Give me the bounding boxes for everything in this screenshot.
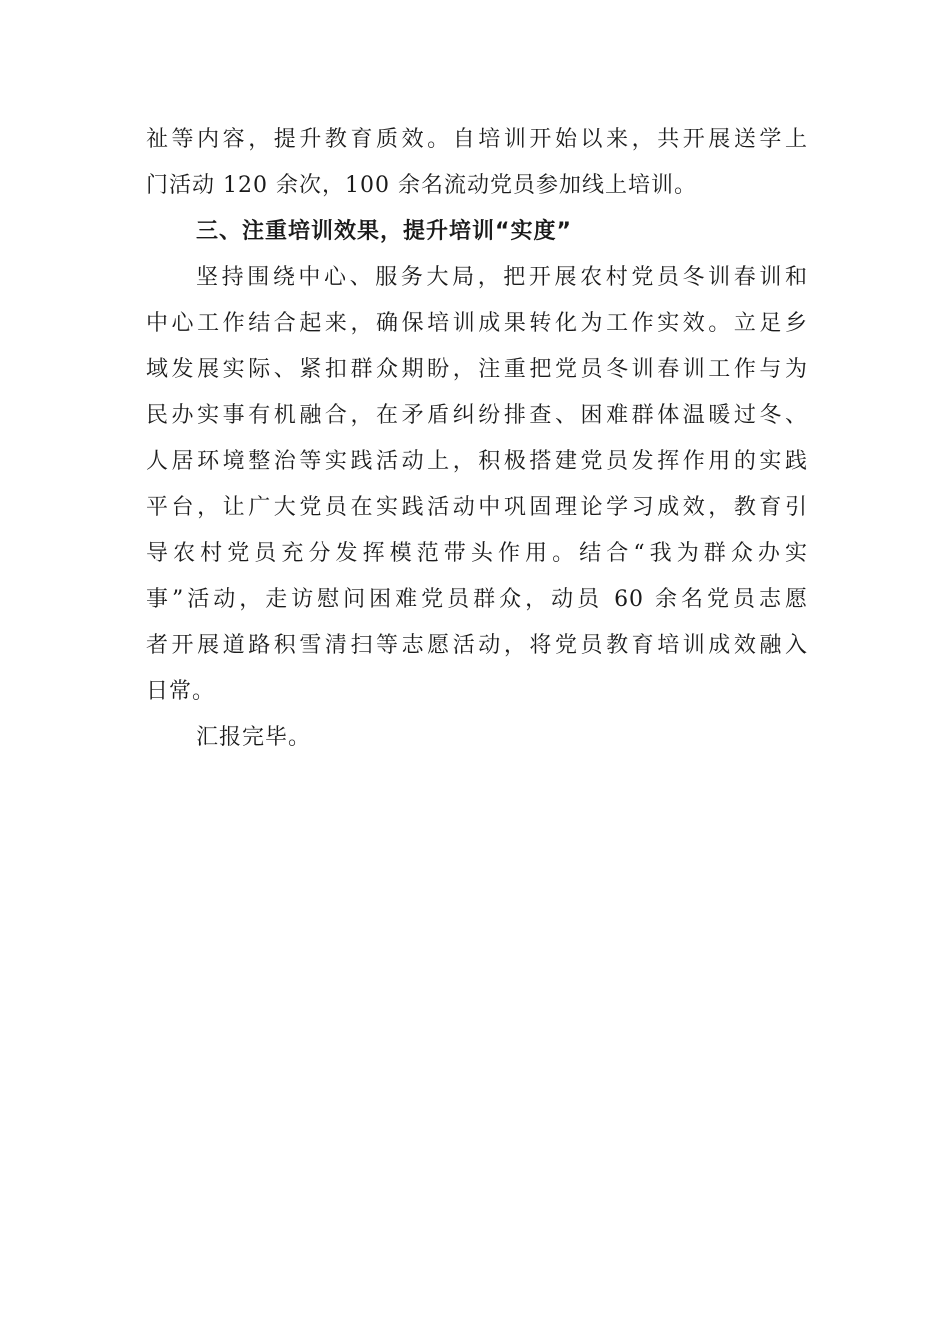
paragraph-line: 中心工作结合起来，确保培训成果转化为工作实效。立足乡 (146, 311, 808, 336)
paragraph-line: 祉等内容，提升教育质效。自培训开始以来，共开展送学上 (146, 127, 808, 152)
paragraph-line: 日常。 (146, 679, 216, 704)
document-body (146, 117, 808, 761)
paragraph-line: 者开展道路积雪清扫等志愿活动，将党员教育培训成效融入 (146, 633, 808, 658)
continued-paragraph (146, 117, 808, 209)
paragraph-line: 门活动 120 余次，100 余名流动党员参加线上培训。 (146, 173, 697, 198)
section-heading: 三、注重培训效果，提升培训“实度” (196, 219, 572, 244)
paragraph-line: 坚持围绕中心、服务大局，把开展农村党员冬训春训和 (196, 265, 808, 290)
main-paragraph (146, 255, 808, 715)
paragraph-line: 民办实事有机融合，在矛盾纠纷排查、困难群体温暖过冬、 (146, 403, 808, 428)
paragraph-line: 人居环境整治等实践活动上，积极搭建党员发挥作用的实践 (146, 449, 808, 474)
paragraph-line: 平台，让广大党员在实践活动中巩固理论学习成效，教育引 (146, 495, 808, 520)
paragraph-line: 导农村党员充分发挥模范带头作用。结合“我为群众办实 (146, 541, 808, 566)
closing-line: 汇报完毕。 (196, 725, 312, 750)
paragraph-line: 事”活动，走访慰问困难党员群众，动员 60 余名党员志愿 (146, 587, 808, 612)
paragraph-line: 域发展实际、紧扣群众期盼，注重把党员冬训春训工作与为 (146, 357, 808, 382)
